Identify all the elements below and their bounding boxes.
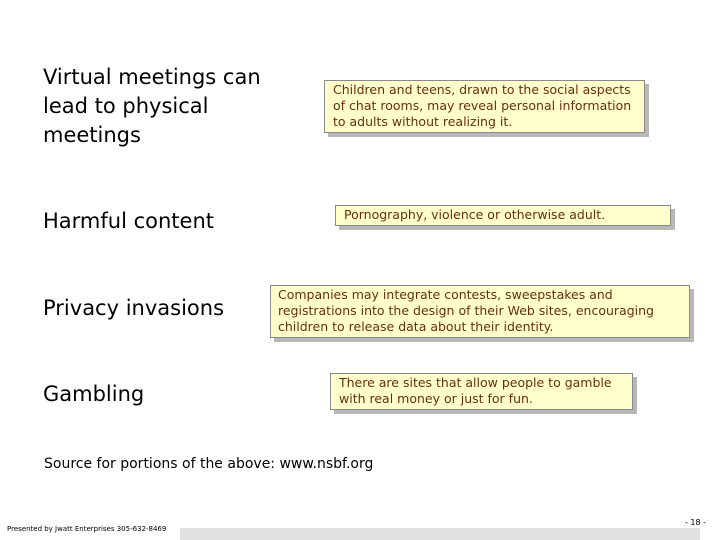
- risk-label-privacy-invasions: [43, 294, 224, 323]
- note-privacy-invasions: [270, 285, 690, 338]
- note-line: with real money or just for fun.: [339, 391, 533, 406]
- source-citation: Source for portions of the above: www.nsbf.org: [44, 456, 374, 472]
- risk-label-line: lead to physical: [43, 94, 209, 118]
- risk-label-line: meetings: [43, 123, 141, 147]
- note-line: There are sites that allow people to gamble: [339, 375, 612, 390]
- note-gambling: [330, 373, 633, 410]
- risk-label-line: Virtual meetings can: [43, 65, 261, 89]
- note-line: Companies may integrate contests, sweepstakes and: [278, 287, 613, 302]
- risk-label-line: Harmful content: [43, 209, 214, 233]
- risk-label-line: Privacy invasions: [43, 296, 225, 320]
- risk-label-line: Gambling: [43, 382, 145, 406]
- note-line: Children and teens, drawn to the social aspects: [333, 82, 631, 97]
- note-line: to adults without realizing it.: [333, 114, 513, 129]
- note-line: children to release data about their identity.: [278, 319, 554, 334]
- note-virtual-meetings: [324, 80, 645, 133]
- risk-label-harmful-content: [43, 207, 214, 236]
- note-line: registrations into the design of their Web sites, encouraging: [278, 303, 654, 318]
- footer-bar: [180, 528, 700, 540]
- note-harmful-content: [335, 205, 671, 226]
- risk-label-virtual-meetings: [43, 63, 261, 150]
- risk-label-gambling: [43, 380, 144, 409]
- footer-presenter: Presented by Jwatt Enterprises 305-632-8469: [7, 525, 167, 533]
- page-number: - 18 -: [684, 518, 706, 527]
- note-line: Pornography, violence or otherwise adult.: [344, 207, 606, 222]
- note-line: of chat rooms, may reveal personal information: [333, 98, 632, 113]
